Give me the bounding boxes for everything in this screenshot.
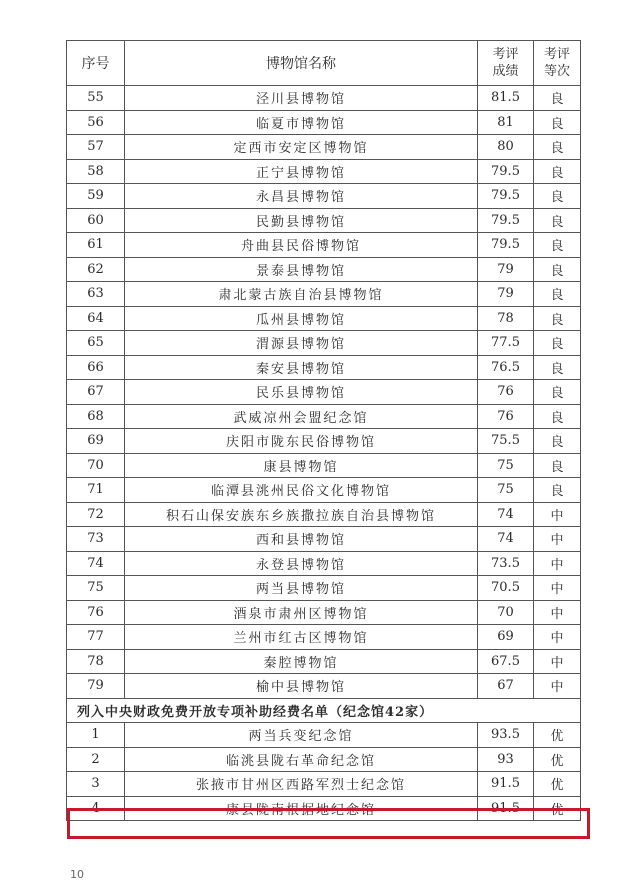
row-number: 1: [67, 723, 125, 748]
row-museum-name: 临夏市博物馆: [125, 110, 478, 135]
row-museum-name: 兰州市红古区博物馆: [125, 625, 478, 650]
row-score: 67.5: [478, 649, 534, 674]
row-number: 58: [67, 159, 125, 184]
table-row: [67, 282, 581, 307]
row-grade: 中: [534, 502, 581, 527]
table-row: [67, 135, 581, 160]
row-score: 74: [478, 527, 534, 552]
header-score: [478, 41, 534, 86]
table-row: [67, 86, 581, 111]
row-number: 64: [67, 306, 125, 331]
row-score: 79.5: [478, 184, 534, 209]
table-row: [67, 184, 581, 209]
table-body: [67, 86, 581, 821]
table-row: [67, 453, 581, 478]
row-number: 62: [67, 257, 125, 282]
row-grade: 优: [534, 747, 581, 772]
row-museum-name: 民勤县博物馆: [125, 208, 478, 233]
row-grade: 良: [534, 429, 581, 454]
row-score: 79.5: [478, 159, 534, 184]
row-number: 3: [67, 772, 125, 797]
table-row: [67, 306, 581, 331]
table-row: [67, 233, 581, 258]
row-grade: 良: [534, 233, 581, 258]
row-number: 56: [67, 110, 125, 135]
page-number: 10: [70, 868, 84, 881]
table-row: [67, 429, 581, 454]
row-grade: 中: [534, 576, 581, 601]
table-row: [67, 404, 581, 429]
row-museum-name: 张掖市甘州区西路军烈士纪念馆: [125, 772, 478, 797]
row-museum-name: 两当县博物馆: [125, 576, 478, 601]
row-museum-name: 秦腔博物馆: [125, 649, 478, 674]
row-museum-name: 两当兵变纪念馆: [125, 723, 478, 748]
row-number: 79: [67, 674, 125, 699]
row-grade: 中: [534, 600, 581, 625]
row-museum-name: 庆阳市陇东民俗博物馆: [125, 429, 478, 454]
row-grade: 中: [534, 649, 581, 674]
row-grade: 中: [534, 527, 581, 552]
row-score: 75: [478, 478, 534, 503]
row-score: 93: [478, 747, 534, 772]
row-museum-name: 积石山保安族东乡族撒拉族自治县博物馆: [125, 502, 478, 527]
row-number: 76: [67, 600, 125, 625]
row-score: 70.5: [478, 576, 534, 601]
row-grade: 良: [534, 380, 581, 405]
table-row: [67, 796, 581, 821]
row-number: 4: [67, 796, 125, 821]
row-number: 78: [67, 649, 125, 674]
table-row: [67, 355, 581, 380]
row-number: 63: [67, 282, 125, 307]
row-museum-name: 正宁县博物馆: [125, 159, 478, 184]
row-score: 91.5: [478, 796, 534, 821]
table-row: [67, 110, 581, 135]
row-grade: 优: [534, 796, 581, 821]
row-score: 93.5: [478, 723, 534, 748]
row-score: 79.5: [478, 208, 534, 233]
row-museum-name: 临潭县洮州民俗文化博物馆: [125, 478, 478, 503]
row-score: 76.5: [478, 355, 534, 380]
row-score: 76: [478, 404, 534, 429]
row-grade: 中: [534, 551, 581, 576]
row-score: 69: [478, 625, 534, 650]
row-museum-name: 康县陇南根据地纪念馆: [125, 796, 478, 821]
table-row: [67, 723, 581, 748]
header-grade: [534, 41, 581, 86]
row-score: 81.5: [478, 86, 534, 111]
row-number: 72: [67, 502, 125, 527]
header-number: 序号: [67, 41, 125, 86]
table-row: [67, 380, 581, 405]
row-number: 73: [67, 527, 125, 552]
row-museum-name: 康县博物馆: [125, 453, 478, 478]
row-grade: 良: [534, 110, 581, 135]
row-museum-name: 定西市安定区博物馆: [125, 135, 478, 160]
row-number: 66: [67, 355, 125, 380]
row-museum-name: 肃北蒙古族自治县博物馆: [125, 282, 478, 307]
row-number: 57: [67, 135, 125, 160]
table-row: [67, 551, 581, 576]
row-number: 60: [67, 208, 125, 233]
row-museum-name: 武威凉州会盟纪念馆: [125, 404, 478, 429]
row-grade: 优: [534, 723, 581, 748]
table-row: [67, 600, 581, 625]
museum-evaluation-table: [66, 40, 581, 821]
row-number: 69: [67, 429, 125, 454]
row-grade: 中: [534, 625, 581, 650]
row-number: 2: [67, 747, 125, 772]
row-score: 75.5: [478, 429, 534, 454]
row-number: 75: [67, 576, 125, 601]
row-museum-name: 永昌县博物馆: [125, 184, 478, 209]
row-museum-name: 渭源县博物馆: [125, 331, 478, 356]
row-museum-name: 西和县博物馆: [125, 527, 478, 552]
row-grade: 良: [534, 306, 581, 331]
header-museum-name: 博物馆名称: [125, 41, 478, 86]
row-museum-name: 瓜州县博物馆: [125, 306, 478, 331]
table-row: [67, 576, 581, 601]
table-row: [67, 478, 581, 503]
row-grade: 良: [534, 478, 581, 503]
row-grade: 良: [534, 86, 581, 111]
table-row: [67, 159, 581, 184]
row-museum-name: 榆中县博物馆: [125, 674, 478, 699]
row-grade: 良: [534, 257, 581, 282]
row-grade: 良: [534, 355, 581, 380]
row-number: 67: [67, 380, 125, 405]
row-museum-name: 舟曲县民俗博物馆: [125, 233, 478, 258]
table-row: [67, 208, 581, 233]
row-number: 61: [67, 233, 125, 258]
row-grade: 优: [534, 772, 581, 797]
header-score-text: 考评 成绩: [492, 47, 519, 79]
table-row: [67, 331, 581, 356]
row-number: 65: [67, 331, 125, 356]
row-score: 73.5: [478, 551, 534, 576]
section-title: 列入中央财政免费开放专项补助经费名单（纪念馆42家）: [67, 698, 581, 723]
row-museum-name: 永登县博物馆: [125, 551, 478, 576]
row-number: 77: [67, 625, 125, 650]
row-grade: 良: [534, 135, 581, 160]
row-grade: 良: [534, 184, 581, 209]
row-score: 67: [478, 674, 534, 699]
row-score: 75: [478, 453, 534, 478]
table-header: [67, 41, 581, 86]
row-museum-name: 景泰县博物馆: [125, 257, 478, 282]
row-grade: 良: [534, 404, 581, 429]
table-row: [67, 649, 581, 674]
row-score: 79.5: [478, 233, 534, 258]
row-grade: 良: [534, 208, 581, 233]
row-museum-name: 临洮县陇右革命纪念馆: [125, 747, 478, 772]
header-grade-text: 考评 等次: [543, 47, 570, 79]
row-museum-name: 民乐县博物馆: [125, 380, 478, 405]
row-museum-name: 酒泉市肃州区博物馆: [125, 600, 478, 625]
row-score: 79: [478, 257, 534, 282]
row-number: 55: [67, 86, 125, 111]
row-number: 68: [67, 404, 125, 429]
table-row: [67, 527, 581, 552]
row-grade: 良: [534, 453, 581, 478]
section-row: [67, 698, 581, 723]
row-score: 80: [478, 135, 534, 160]
row-score: 74: [478, 502, 534, 527]
row-grade: 良: [534, 282, 581, 307]
row-number: 59: [67, 184, 125, 209]
row-grade: 良: [534, 159, 581, 184]
row-score: 78: [478, 306, 534, 331]
row-grade: 中: [534, 674, 581, 699]
row-number: 71: [67, 478, 125, 503]
table-row: [67, 747, 581, 772]
row-score: 91.5: [478, 772, 534, 797]
row-score: 79: [478, 282, 534, 307]
row-museum-name: 泾川县博物馆: [125, 86, 478, 111]
table-row: [67, 674, 581, 699]
row-number: 74: [67, 551, 125, 576]
table-row: [67, 502, 581, 527]
row-museum-name: 秦安县博物馆: [125, 355, 478, 380]
table-row: [67, 625, 581, 650]
row-score: 70: [478, 600, 534, 625]
table-row: [67, 257, 581, 282]
table-row: [67, 772, 581, 797]
row-score: 77.5: [478, 331, 534, 356]
row-number: 70: [67, 453, 125, 478]
row-score: 81: [478, 110, 534, 135]
row-score: 76: [478, 380, 534, 405]
row-grade: 良: [534, 331, 581, 356]
